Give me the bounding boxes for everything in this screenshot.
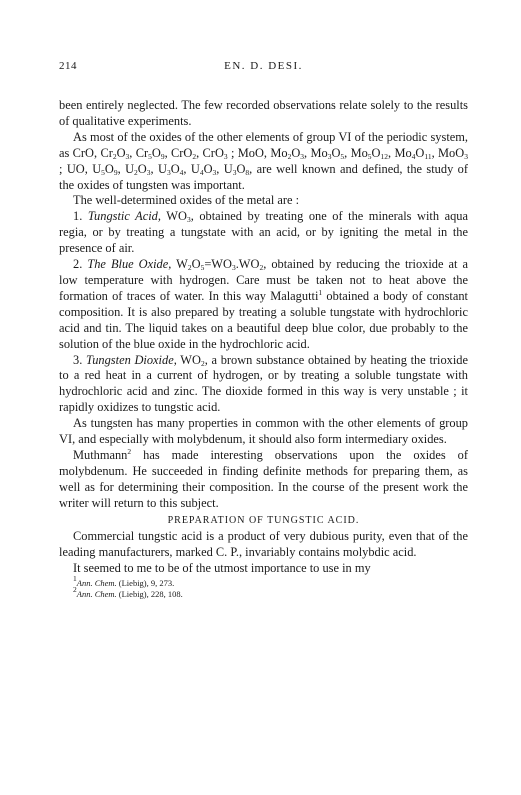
- footnotes: [59, 574, 468, 599]
- item-title: Tungstic Acid,: [87, 209, 161, 224]
- paragraph: Commercial tungstic acid is a product of very dubious purity, even that of the leading manufacturers, marked C. P., invariably contains molybdic acid.: [59, 529, 468, 560]
- list-item-tungsten-dioxide: 3. Tungsten Dioxide, $WO_2$, a brown substance obtained by heating the trioxide to a red heat in a current of hydrogen, or by treating a soluble tungstate with hydrochloric acid and zinc. The dioxide formed in this way is very unstable ; it rapidly oxidizes to tungstic acid.: [59, 352, 468, 415]
- paragraph-oxides-list: As most of the oxides of the other elements of group VI of the periodic system, as CrO, $Cr_2O_3$, $Cr_5O_9$, CrO$_2$, CrO$_3$ ; MoO, $Mo_2O_3$, $Mo_3O_5$, $Mo_5O_{12}$, $Mo_4O_{11}$, MoO$_3$ ; UO, $U_5O_9$, $U_2O_3$, $U_3O_4$, $U_4O_3$, $U_3O_8$, are well known and defined, the study of the oxides of tungsten was important.: [59, 129, 468, 192]
- list-item-tungstic-acid: 1. Tungstic Acid, $WO_3$, obtained by treating one of the minerals with aqua regia, or by treating a tungstate with an acid, or by igniting the metal in the presence of air.: [59, 209, 468, 256]
- item-title: Tungsten Dioxide,: [86, 352, 177, 367]
- section-heading: PREPARATION OF TUNGSTIC ACID.: [167, 514, 360, 526]
- paragraph: It seemed to me to be of the utmost importance to use in my: [73, 561, 371, 576]
- footnote: $^2$Ann. Chem. (Liebig), 228, 108.: [73, 584, 183, 599]
- item-title: The Blue Oxide,: [87, 257, 172, 272]
- page-header: [59, 60, 468, 80]
- footnote: $^1$Ann. Chem. (Liebig), 9, 273.: [73, 574, 175, 589]
- paragraph-muthmann: Muthmann$^2$ has made interesting observations upon the oxides of molybdenum. He succeeded in finding definite methods for preparing them, as well as for determining their composition. In the course of the present work the writer will return to this subject.: [59, 446, 468, 510]
- footnote-marker: 1: [318, 287, 323, 297]
- page: [59, 60, 468, 599]
- paragraph: As tungsten has many properties in common with the other elements of group VI, and especially with molybdenum, it should also form intermediary oxides.: [59, 416, 468, 447]
- paragraph: been entirely neglected. The few recorded observations relate solely to the results of qualitative experiments.: [59, 98, 468, 128]
- page-number: 214: [59, 60, 77, 72]
- body-text: [59, 98, 468, 599]
- paragraph: The well-determined oxides of the metal are :: [73, 193, 300, 208]
- list-item-blue-oxide: 2. The Blue Oxide, $W_2O_5=WO_3.WO_2$, obtained by reducing the trioxide at a low temperature with hydrogen. Care must be taken not to heat above the formation of traces of water. In this way Malagutti$^1$ obtained a body of constant composition. It is also prepared by treating a soluble tungstate with hydrochloric acid and tin. The liquid takes on a beautiful deep blue color, due probably to the solution of the blue oxide in the hydrochloric acid.: [59, 257, 468, 351]
- running-title: EN. D. DESI.: [224, 60, 303, 72]
- footnote-marker: 2: [127, 446, 132, 456]
